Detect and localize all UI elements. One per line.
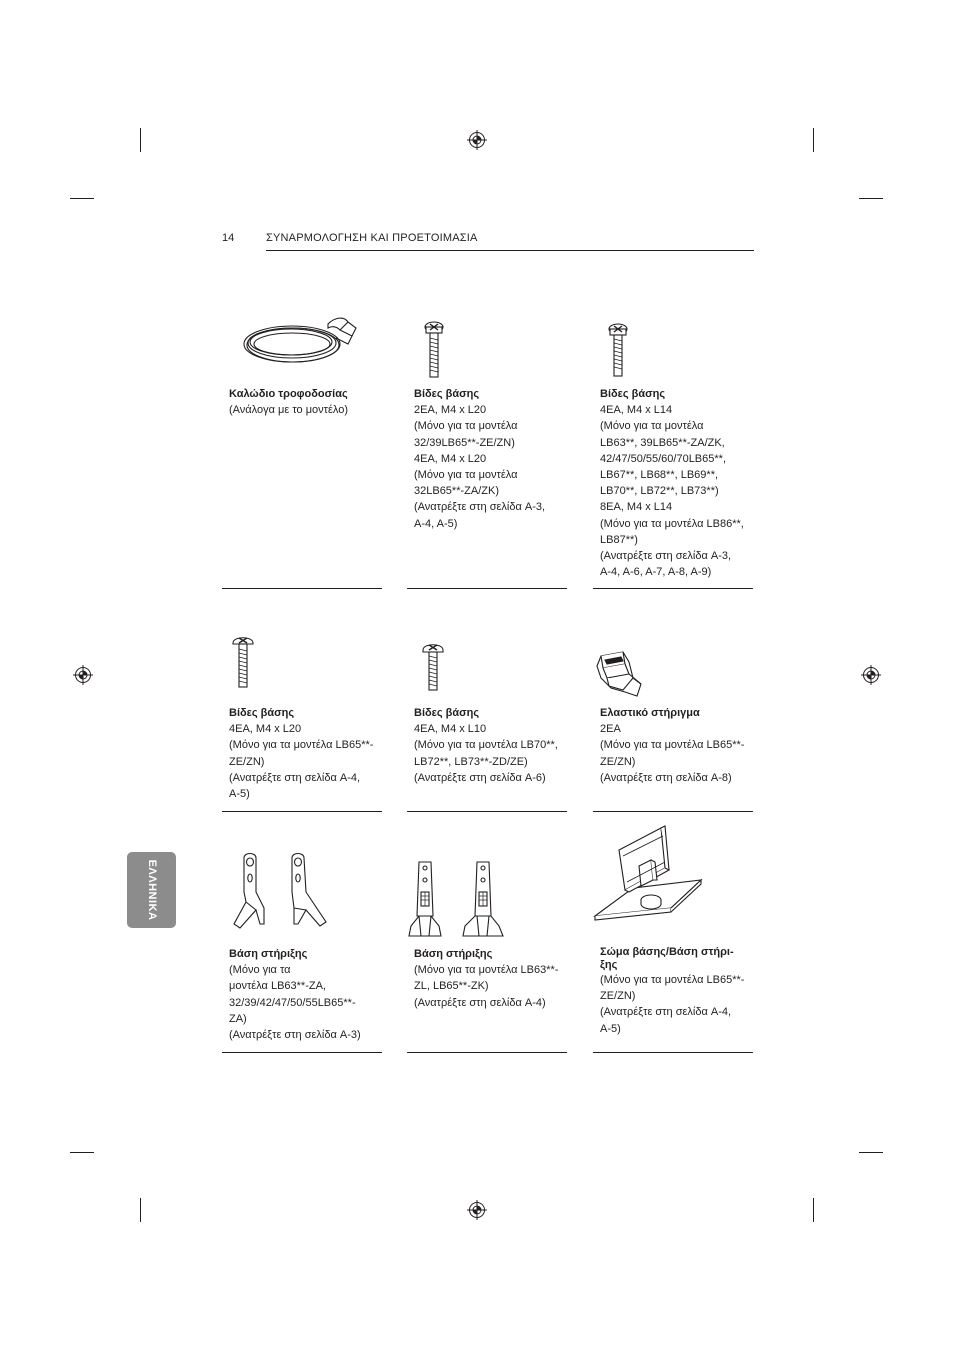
- item-title: Βίδες βάσης: [414, 707, 480, 719]
- item-power-cord: [222, 310, 382, 590]
- item-description: 2EA (Μόνο για τα μοντέλα LB65**- ZE/ZN) (Ανατρέξτε στη σελίδα A-8): [600, 723, 745, 784]
- language-tab-label: ΕΛΛΗΝΙΚΑ: [145, 859, 158, 921]
- item-title: Βάση στήριξης: [414, 948, 493, 960]
- registration-mark-icon: [467, 1200, 487, 1220]
- item-description: 4EA, M4 x L10 (Μόνο για τα μοντέλα LB70**, LB72**, LB73**-ZD/ZE) (Ανατρέξτε στη σελίδα A-6): [414, 723, 558, 784]
- item-title: Βίδες βάσης: [229, 707, 295, 719]
- screw-icon: [231, 635, 255, 689]
- item-title: Καλώδιο τροφοδοσίας: [229, 388, 348, 400]
- item-description: (Μόνο για τα μοντέλα LB65**- ZE/ZN) (Ανατρέξτε στη σελίδα A-4, A-5): [600, 974, 745, 1035]
- registration-mark-icon: [861, 665, 881, 685]
- item-description: (Μόνο για τα μοντέλα LB63**-ZA, 32/39/42/47/50/55LB65**- ZA) (Ανατρέξτε στη σελίδα A-3): [229, 964, 361, 1042]
- item-stand-screws-l14: [593, 310, 753, 590]
- item-description: 4EA, M4 x L20 (Μόνο για τα μοντέλα LB65**- ZE/ZN) (Ανατρέξτε στη σελίδα A-4, A-5): [229, 723, 374, 801]
- item-divider: [593, 588, 753, 589]
- item-divider: [593, 811, 753, 812]
- item-divider: [407, 588, 567, 589]
- item-stand-body-base: [593, 822, 753, 1054]
- page-number: 14: [222, 232, 235, 244]
- item-divider: [222, 1052, 382, 1053]
- crop-mark: [70, 1152, 94, 1153]
- item-stand-screws-l20-b: [222, 630, 382, 813]
- crop-mark: [813, 128, 814, 152]
- crop-mark: [140, 1198, 141, 1222]
- item-elastic-support: [593, 630, 753, 813]
- item-description: 2EA, M4 x L20 (Μόνο για τα μοντέλα 32/39LB65**-ZE/ZN) 4EA, M4 x L20 (Μόνο για τα μοντέλα 32LB65**-ZA/ZK) (Ανατρέξτε στη σελίδα A-3, A-4, A-5): [414, 404, 546, 530]
- crop-mark: [70, 198, 94, 199]
- stand-legs-icon: [230, 852, 340, 932]
- item-title: Βάση στήριξης: [229, 948, 308, 960]
- crop-mark: [859, 1152, 883, 1153]
- item-stand-legs-a: [222, 848, 382, 1054]
- item-description: 4EA, M4 x L14 (Μόνο για τα μοντέλα LB63**, 39LB65**-ZA/ZK, 42/47/50/55/60/70LB65**, LB67**, LB68**, LB69**, LB70**, LB72**, LB73**) 8EA, M4 x L14 (Μόνο για τα μοντέλα LB86**, LB87**) (Ανατρέξτε στη σελίδα A-3, A-4, A-6, A-7, A-8, A-9): [600, 404, 744, 579]
- elastic-support-icon: [593, 648, 649, 700]
- item-title: Βίδες βάσης: [600, 388, 666, 400]
- item-divider: [593, 1052, 753, 1053]
- item-stand-screws-l10: [407, 630, 567, 813]
- item-title: Βίδες βάσης: [414, 388, 480, 400]
- item-stand-screws-l20-a: [407, 310, 567, 590]
- registration-mark-icon: [73, 665, 93, 685]
- screw-icon: [421, 642, 445, 692]
- screw-icon: [607, 322, 629, 378]
- power-cord-icon: [240, 312, 365, 370]
- item-divider: [407, 1052, 567, 1053]
- header-divider: [266, 250, 754, 251]
- item-stand-legs-b: [407, 848, 567, 1054]
- registration-mark-icon: [467, 130, 487, 150]
- screw-icon: [423, 320, 445, 380]
- item-description: (Ανάλογα με το μοντέλο): [229, 404, 349, 417]
- item-divider: [222, 811, 382, 812]
- item-title: Σώμα βάσης/Βάση στήρι- ξης: [600, 946, 734, 971]
- stand-legs-icon: [407, 858, 519, 938]
- section-title: ΣΥΝΑΡΜΟΛΟΓΗΣΗ ΚΑΙ ΠΡΟΕΤΟΙΜΑΣΙΑ: [266, 232, 478, 244]
- item-title: Ελαστικό στήριγμα: [600, 707, 700, 719]
- crop-mark: [859, 198, 883, 199]
- item-divider: [407, 811, 567, 812]
- crop-mark: [140, 128, 141, 152]
- stand-body-base-icon: [593, 822, 705, 926]
- crop-mark: [813, 1198, 814, 1222]
- language-tab: [127, 852, 176, 928]
- item-divider: [222, 588, 382, 589]
- item-description: (Μόνο για τα μοντέλα LB63**- ZL, LB65**-ZK) (Ανατρέξτε στη σελίδα A-4): [414, 964, 559, 1009]
